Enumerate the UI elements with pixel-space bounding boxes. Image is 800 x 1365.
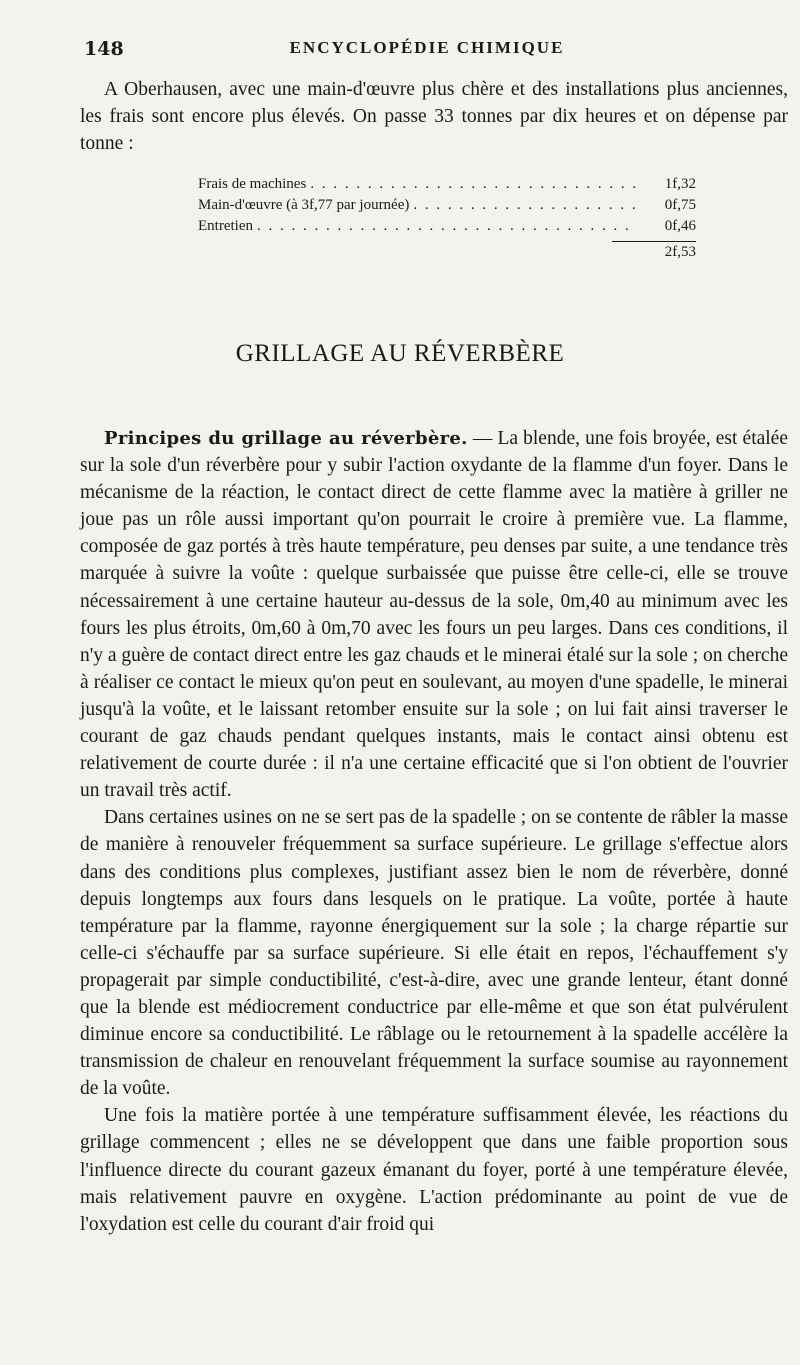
cost-value: 0f,75 — [664, 197, 696, 213]
body-text — [80, 425, 788, 1238]
paragraph-reactions: Une fois la matière portée à une température suffisamment élevée, les réactions du grillage commencent ; elles ne se développent que dans une faible proportion sous l'influence directe du courant gazeux émanant du foyer, porté à une température élevée, mais relativement pauvre en oxygène. L'action prédominante au point de vue de l'oxydation est celle du courant d'air froid qui — [80, 1105, 788, 1235]
running-head — [84, 38, 770, 68]
intro-block — [80, 76, 788, 157]
dot-leader — [413, 195, 636, 216]
cost-row-maintenance — [198, 216, 696, 237]
intro-paragraph: A Oberhausen, avec une main-d'œuvre plus chère et des installations plus anciennes, les frais sont encore plus élevés. On passe 33 tonnes par dix heures et on dépense par tonne : — [80, 79, 788, 155]
cost-row-labour — [198, 195, 696, 216]
cost-label: Main-d'œuvre (à 3f,77 par journée) — [198, 197, 410, 213]
section-title: GRILLAGE AU RÉVERBÈRE — [235, 340, 565, 367]
cost-label: Frais de machines — [198, 176, 307, 192]
cost-row-machines — [198, 174, 696, 195]
dot-leader — [257, 216, 636, 237]
dot-leader — [310, 174, 636, 195]
paragraph-principles — [80, 425, 788, 804]
cost-total: 2f,53 — [664, 244, 696, 260]
paragraph-rabling: Dans certaines usines on ne se sert pas de la spadelle ; on se contente de râbler la masse de manière à renouveler fréquemment sa surface supérieure. Le grillage s'effectue alors dans des conditions plus complexes, justifiant assez bien le nom de réverbère, donné depuis longtemps aux fours dans lesquels on le pratique. La voûte, portée à haute température par la flamme, rayonne énergiquement sur la sole ; la charge répartie sur celle-ci s'échauffe par sa surface supérieure. Si elle était en repos, l'échauffement s'y propagerait par simple conductibilité, c'est-à-dire, avec une grande lenteur, étant donné que la blende est médiocrement conductrice par elle-même et que son état pulvérulent diminue encore sa conductibilité. Le râblage ou le retournement à la spadelle accélère la transmission de chaleur en renouvelant fréquemment la surface soumise au rayonnement de la voûte. — [80, 807, 788, 1100]
header-title: ENCYCLOPÉDIE CHIMIQUE — [289, 38, 565, 57]
cost-label: Entretien — [198, 218, 253, 234]
paragraph-lead-heading: Principes du grillage au réverbère. — [104, 428, 468, 449]
cost-value: 1f,32 — [664, 176, 696, 192]
cost-value: 0f,46 — [664, 218, 696, 234]
page-number: 148 — [84, 38, 124, 60]
cost-table — [198, 174, 696, 263]
paragraph-text: — La blende, une fois broyée, est étalée sur la sole d'un réverbère pour y subir l'action oxydante de la flamme d'un foyer. Dans le mécanisme de la réaction, le contact direct de cette flamme avec la matière à griller ne joue pas un rôle aussi important qu'on pourrait le croire à première vue. La flamme, composée de gaz portés à très haute température, peu denses par suite, a une tendance très marquée à suivre la voûte : quelque surbaissée que puisse être celle-ci, elle se trouve nécessairement à une certaine hauteur au-dessus de la sole, 0m,40 au minimum avec les fours les plus étroits, 0m,60 à 0m,70 avec les fours un peu larges. Dans ces conditions, il n'y a guère de contact direct entre les gaz chauds et le minerai étalé sur la sole ; on cherche à réaliser ce contact le mieux qu'on peut en soulevant, au moyen d'une spadelle, le minerai jusqu'à la voûte, et le laissant retomber ensuite sur la sole ; on lui fait ainsi traverser le courant de gaz chauds pendant quelques instants, mais le contact ainsi obtenu est relativement de courte durée : il n'a une certaine efficacité que si l'on obtient de l'ouvrier un travail très actif. — [80, 428, 788, 802]
